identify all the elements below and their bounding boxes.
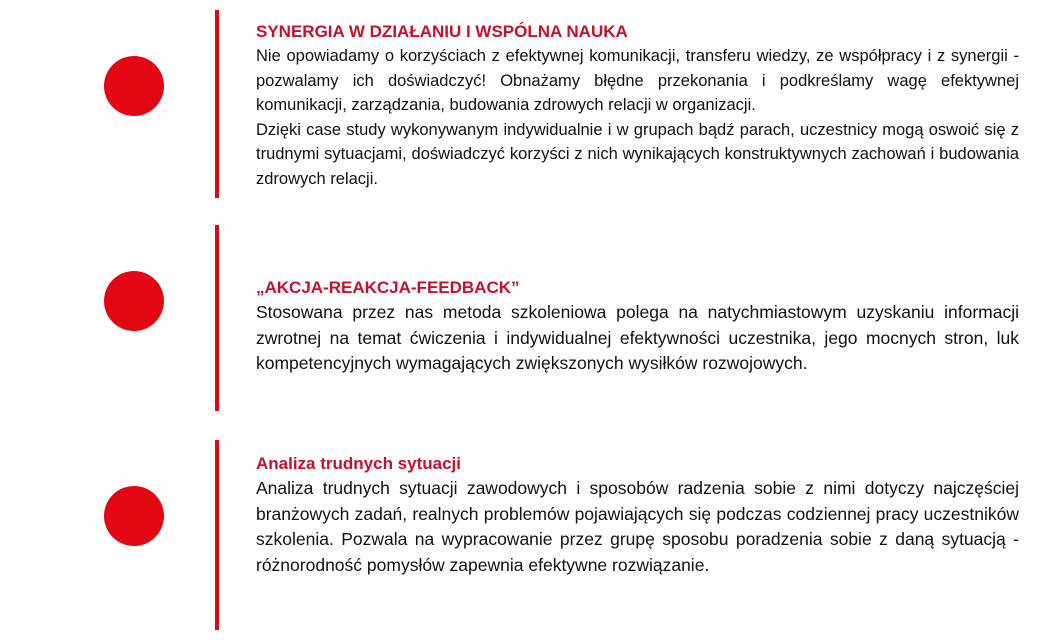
bullet-dot-icon: [104, 486, 164, 546]
section-heading: „AKCJA-REAKCJA-FEEDBACK”: [256, 278, 520, 297]
bullet-dot-icon: [104, 271, 164, 331]
section-paragraph: Stosowana przez nas metoda szkoleniowa polega na natychmiastowym uzyskaniu informacji zwrotnej na temat ćwiczenia i indywidualnej efektywności uczestnika, jego mocnych stron, luk kompetencyjnych wymagających zwiększonych wysiłków rozwojowych.: [256, 302, 1019, 373]
section-paragraph: Dzięki case study wykonywanym indywidualnie i w grupach bądź parach, uczestnicy mogą oswoić się z trudnymi sytuacjami, doświadczyć korzyści z nich wynikających konstruktywnych zachowań i budowania zdrowych relacji.: [256, 120, 1019, 188]
section-heading: Analiza trudnych sytuacji: [256, 454, 461, 473]
section-divider-bar: [215, 440, 219, 630]
section-heading: SYNERGIA W DZIAŁANIU I WSPÓLNA NAUKA: [256, 22, 628, 41]
section-content: [256, 452, 1019, 578]
section-content: [256, 20, 1019, 191]
section-content: [256, 276, 1019, 377]
section-paragraph: Nie opowiadamy o korzyściach z efektywnej komunikacji, transferu wiedzy, ze współpracy i z synergii - pozwalamy ich doświadczyć! Obnażamy błędne przekonania i podkreślamy wagę efektywnej komunikacji, zarządzania, budowania zdrowych relacji w organizacji.: [256, 47, 1019, 114]
section-paragraph: Analiza trudnych sytuacji zawodowych i sposobów radzenia sobie z nimi dotyczy najczęściej branżowych zadań, realnych problemów pojawiających się podczas codziennej pracy uczestników szkolenia. Pozwala na wypracowanie przez grupę sposobu poradzenia sobie z daną sytuacją - różnorodność pomysłów zapewnia efektywne rozwiązanie.: [256, 478, 1019, 575]
section-divider-bar: [215, 10, 219, 198]
section-divider-bar: [215, 225, 219, 411]
bullet-dot-icon: [104, 56, 164, 116]
